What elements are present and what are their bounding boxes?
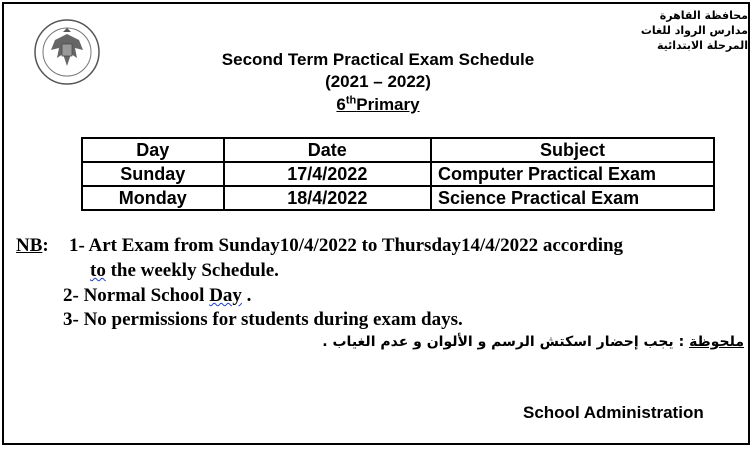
arabic-school-header (608, 8, 748, 53)
note-item-2-wavy: Day (209, 285, 242, 306)
note-item-1-cont (90, 260, 279, 282)
header-day: Day (82, 138, 224, 162)
nb-colon: : (42, 235, 49, 256)
arabic-note-label: ملحوظة (689, 334, 744, 350)
grade-label (160, 94, 596, 115)
row-subject: Computer Practical Exam (431, 162, 714, 186)
school-seal-logo (33, 18, 101, 86)
header-date: Date (224, 138, 431, 162)
grade-suffix: th (345, 94, 357, 106)
note-item-2-post: . (241, 285, 252, 306)
grade-number: 6 (336, 94, 346, 114)
row-date: 18/4/2022 (224, 186, 431, 210)
header-subject: Subject (431, 138, 714, 162)
note-item-1-rest: the weekly Schedule. (105, 260, 279, 281)
nb-label: NB (16, 235, 43, 256)
nb-note-line1 (16, 235, 49, 257)
note-item-2-pre: 2- Normal School (63, 285, 210, 306)
row-day: Sunday (82, 162, 224, 186)
note-item-1: 1- Art Exam from Sunday10/4/2022 to Thursday14/4/2022 according (69, 235, 624, 256)
table-row (82, 186, 714, 210)
arabic-note-colon: : (673, 334, 690, 350)
arabic-note (322, 334, 744, 350)
schedule-title: Second Term Practical Exam Schedule (221, 50, 535, 69)
table-row (82, 162, 714, 186)
note-item-2 (63, 285, 251, 307)
row-day: Monday (82, 186, 224, 210)
row-subject: Science Practical Exam (431, 186, 714, 210)
note-item-1-to: to (90, 260, 106, 281)
exam-schedule-table (81, 137, 715, 211)
table-header-row (82, 138, 714, 162)
arabic-stage: المرحلة الابتدائية (656, 39, 748, 52)
school-administration-signature: School Administration (523, 403, 704, 422)
arabic-note-text: يجب إحضار اسكتش الرسم و الألوان و عدم الغياب . (322, 334, 674, 350)
arabic-school-name: مدارس الرواد للغات (640, 24, 748, 37)
note-item-3: 3- No permissions for students during exam days. (63, 309, 463, 330)
arabic-governorate: محافظة القاهرة (659, 9, 748, 22)
row-date: 17/4/2022 (224, 162, 431, 186)
grade-word: Primary (356, 94, 420, 114)
school-year: (2021 – 2022) (325, 72, 431, 91)
